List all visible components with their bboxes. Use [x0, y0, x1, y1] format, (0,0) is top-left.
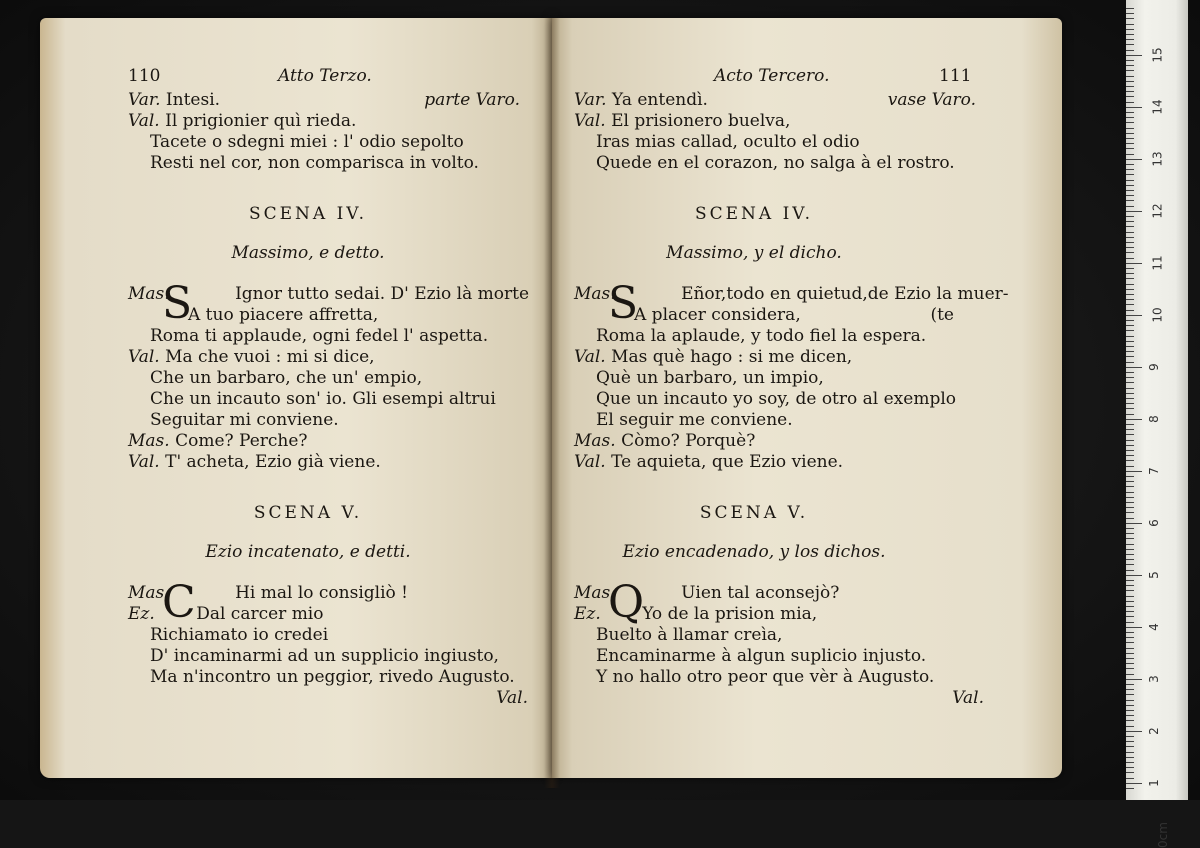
verse-line — [128, 326, 528, 347]
ruler-tick — [1126, 492, 1134, 493]
ruler-tick — [1126, 658, 1134, 659]
verse-text: Dal carcer mio — [196, 604, 324, 624]
speaker: Val. — [128, 452, 160, 472]
verse-line — [128, 410, 528, 431]
ruler-number: 2 — [1146, 727, 1161, 735]
ruler-tick — [1126, 315, 1142, 316]
ruler-tick — [1126, 642, 1134, 643]
ruler-tick — [1126, 195, 1134, 196]
verse-line — [128, 305, 528, 326]
ruler-tick — [1126, 741, 1134, 742]
ruler-tick — [1126, 772, 1134, 773]
verse-line — [574, 111, 984, 132]
verse-text: Che un barbaro, che un' empio, — [150, 368, 423, 388]
verse-line — [128, 604, 528, 625]
ruler-tick — [1126, 372, 1134, 373]
scene-heading: SCENA IV. — [248, 204, 368, 224]
ruler-tick — [1126, 55, 1142, 56]
speaker: Val. — [128, 111, 160, 131]
ruler-tick — [1126, 346, 1134, 347]
speaker: Var. — [128, 90, 161, 110]
ruler-tick — [1126, 554, 1134, 555]
speaker: Mas. — [128, 284, 170, 304]
verse-text: Ignor tutto sedai. D' Ezio là morte — [235, 284, 530, 304]
verse-line — [128, 431, 528, 452]
verse-text: Uien tal aconsejò? — [681, 583, 840, 603]
ruler-tick — [1126, 117, 1134, 118]
ruler-tick — [1126, 44, 1134, 45]
ruler-number: 10 — [1150, 307, 1165, 323]
scene-heading: SCENA V. — [253, 503, 363, 523]
ruler-tick — [1126, 148, 1134, 149]
ruler-tick — [1126, 627, 1142, 628]
measuring-ruler — [1126, 0, 1188, 848]
scene-persons: Ezio incatenato, e detti. — [205, 542, 411, 562]
ruler-tick — [1126, 736, 1134, 737]
verse-text: Iras mias callad, oculto el odio — [596, 132, 860, 152]
verse-line — [574, 410, 984, 431]
verse-text: Roma ti applaude, ogni fedel l' aspetta. — [150, 326, 489, 346]
ruler-tick — [1126, 720, 1134, 721]
ruler-tick — [1126, 757, 1134, 758]
ruler-tick — [1126, 356, 1134, 357]
ruler-tick — [1126, 112, 1134, 113]
ruler-tick — [1126, 351, 1134, 352]
ruler-tick — [1126, 70, 1134, 71]
verse-line — [574, 326, 984, 347]
ruler-tick — [1126, 226, 1134, 227]
verse-text: Resti nel cor, non comparisca in volto. — [150, 153, 479, 173]
verse-text: Il prigionier quì rieda. — [165, 111, 357, 131]
ruler-tick — [1126, 564, 1134, 565]
verse-line — [128, 452, 528, 473]
verse-text: Hi mal lo consigliò ! — [235, 583, 409, 603]
verse-line — [128, 368, 528, 389]
ruler-tick — [1126, 299, 1134, 300]
verse-line — [574, 132, 984, 153]
ruler-tick — [1126, 523, 1142, 524]
ruler-tick — [1126, 159, 1142, 160]
ruler-tick — [1126, 18, 1134, 19]
ruler-tick — [1126, 778, 1134, 779]
ruler-tick — [1126, 294, 1134, 295]
ruler-tick — [1126, 24, 1134, 25]
ruler-tick — [1126, 39, 1134, 40]
ruler-tick — [1126, 34, 1134, 35]
ruler-tick — [1126, 528, 1134, 529]
verse-text: Y no hallo otro peor que vèr à Augusto. — [596, 667, 935, 687]
ruler-tick — [1126, 424, 1134, 425]
ruler-tick — [1126, 512, 1134, 513]
ruler-tick — [1126, 263, 1142, 264]
ruler-tick — [1126, 242, 1134, 243]
verse-text: Tacete o sdegni miei : l' odio sepolto — [150, 132, 464, 152]
catchword: Val. — [496, 688, 528, 708]
ruler-tick — [1126, 388, 1134, 389]
ruler-tick — [1126, 559, 1134, 560]
ruler-tick — [1126, 133, 1134, 134]
ruler-tick — [1126, 180, 1134, 181]
ruler-tick — [1126, 154, 1134, 155]
ruler-tick — [1126, 96, 1134, 97]
verse-line — [574, 431, 984, 452]
ruler-tick — [1126, 336, 1134, 337]
verse-text: Come? Perche? — [175, 431, 308, 451]
ruler-tick — [1126, 143, 1134, 144]
speaker: Val. — [574, 347, 606, 367]
scene-persons: Massimo, e detto. — [231, 243, 385, 263]
verse-line — [128, 153, 528, 174]
ruler-tick — [1126, 138, 1134, 139]
ruler-number: 3 — [1146, 675, 1161, 683]
ruler-tick — [1126, 580, 1134, 581]
ruler-tick — [1126, 8, 1134, 9]
ruler-tick — [1126, 341, 1134, 342]
ruler-number: 14 — [1150, 99, 1165, 115]
ruler-tick — [1126, 455, 1134, 456]
scene-heading: SCENA IV. — [694, 204, 814, 224]
ruler-tick — [1126, 247, 1134, 248]
speaker: Var. — [574, 90, 607, 110]
verse-text: Què un barbaro, un impio, — [596, 368, 824, 388]
ruler-tick — [1126, 705, 1134, 706]
speaker: Val. — [574, 111, 606, 131]
ruler-tick — [1126, 91, 1134, 92]
ruler-tick — [1126, 367, 1142, 368]
verse-text: A placer considera, — [634, 305, 801, 325]
ruler-tick — [1126, 429, 1134, 430]
left-page — [40, 18, 552, 778]
scene-heading: SCENA V. — [699, 503, 809, 523]
ruler-number: 12 — [1150, 203, 1165, 219]
verse-text: T' acheta, Ezio già viene. — [165, 452, 381, 472]
speaker: Val. — [574, 452, 606, 472]
ruler-number: 6 — [1146, 519, 1161, 527]
left-page-text — [128, 66, 528, 709]
ruler-tick — [1126, 216, 1134, 217]
speaker: Ez. — [574, 604, 601, 624]
stage-direction: parte Varo. — [424, 90, 520, 110]
verse-line — [574, 667, 984, 688]
ruler-tick — [1126, 788, 1134, 789]
verse-text: Ma n'incontro un peggior, rivedo Augusto. — [150, 667, 515, 687]
verse-line — [574, 305, 984, 326]
ruler-tick — [1126, 206, 1134, 207]
ruler-tick — [1126, 632, 1134, 633]
ruler-tick — [1126, 221, 1134, 222]
ruler-tick — [1126, 13, 1134, 14]
ruler-tick — [1126, 310, 1134, 311]
ruler-tick — [1126, 653, 1134, 654]
ruler-tick — [1126, 330, 1134, 331]
ruler-tick — [1126, 237, 1134, 238]
ruler-tick — [1126, 382, 1134, 383]
ruler-tick — [1126, 460, 1134, 461]
verse-text: Te aquieta, que Ezio viene. — [611, 452, 844, 472]
ruler-tick — [1126, 533, 1134, 534]
ruler-tick — [1126, 450, 1134, 451]
ruler-tick — [1126, 65, 1134, 66]
ruler-number: 8 — [1146, 415, 1161, 423]
ruler-tick — [1126, 289, 1134, 290]
ruler-tick — [1126, 616, 1134, 617]
book-gutter — [544, 18, 560, 788]
turnover-word: (te — [930, 305, 954, 325]
ruler-tick — [1126, 268, 1134, 269]
ruler-tick — [1126, 731, 1142, 732]
ruler-tick — [1126, 601, 1134, 602]
ruler-tick — [1126, 481, 1134, 482]
drop-capital: S — [608, 278, 639, 329]
ruler-number: 13 — [1150, 151, 1165, 167]
speaker: Ez. — [128, 604, 155, 624]
verse-line — [574, 389, 984, 410]
ruler-tick — [1126, 694, 1134, 695]
verse-text: Còmo? Porquè? — [621, 431, 756, 451]
ruler-tick — [1126, 211, 1142, 212]
ruler-tick — [1126, 169, 1134, 170]
right-page-text — [574, 66, 1009, 709]
ruler-tick — [1126, 60, 1134, 61]
verse-text: D' incaminarmi ad un supplicio ingiusto, — [150, 646, 499, 666]
verse-line — [128, 347, 528, 368]
drop-capital: S — [162, 278, 193, 329]
ruler-tick — [1126, 689, 1134, 690]
verse-text: A tuo piacere affretta, — [188, 305, 379, 325]
verse-text: Che un incauto son' io. Gli esempi altrui — [150, 389, 496, 409]
ruler-tick — [1126, 304, 1134, 305]
ruler-tick — [1126, 549, 1134, 550]
ruler-number: 9 — [1146, 363, 1161, 371]
verse-line — [574, 452, 984, 473]
ruler-tick — [1126, 575, 1142, 576]
ruler-tick — [1126, 762, 1134, 763]
speaker: Mas. — [574, 583, 616, 603]
ruler-tick — [1126, 393, 1134, 394]
ruler-tick — [1126, 606, 1134, 607]
ruler-tick — [1126, 710, 1134, 711]
ruler-tick — [1126, 476, 1134, 477]
ruler-tick — [1126, 50, 1134, 51]
ruler-tick — [1126, 128, 1134, 129]
verse-line — [574, 604, 984, 625]
ruler-tick — [1126, 622, 1134, 623]
scene-persons: Ezio encadenado, y los dichos. — [622, 542, 886, 562]
ruler-tick — [1126, 502, 1134, 503]
verse-line — [128, 90, 528, 111]
ruler-tick — [1126, 414, 1134, 415]
verse-line — [574, 347, 984, 368]
ruler-tick — [1126, 273, 1134, 274]
speaker: Mas. — [128, 431, 170, 451]
ruler-tick — [1126, 76, 1134, 77]
verse-line — [128, 389, 528, 410]
ruler-tick — [1126, 258, 1134, 259]
verse-text: Seguitar mi conviene. — [150, 410, 339, 430]
ruler-tick — [1126, 507, 1134, 508]
ruler-tick — [1126, 544, 1134, 545]
ruler-number: 11 — [1150, 255, 1165, 271]
speaker: Val. — [128, 347, 160, 367]
ruler-tick — [1126, 419, 1142, 420]
ruler-tick — [1126, 102, 1134, 103]
ruler-number: 4 — [1146, 623, 1161, 631]
ruler-tick — [1126, 570, 1134, 571]
verse-text: Yo de la prision mia, — [642, 604, 818, 624]
left-running-head — [128, 66, 528, 90]
ruler-tick — [1126, 86, 1134, 87]
catchword: Val. — [952, 688, 984, 708]
ruler-tick — [1126, 408, 1134, 409]
verse-line — [574, 646, 984, 667]
verse-text: Eñor,todo en quietud,de Ezio la muer- — [681, 284, 1009, 304]
verse-line — [128, 111, 528, 132]
right-running-head — [574, 66, 984, 90]
ruler-tick — [1126, 596, 1134, 597]
ruler-tick — [1126, 29, 1134, 30]
ruler-tick — [1126, 700, 1134, 701]
ruler-tick — [1126, 122, 1134, 123]
ruler-tick — [1126, 377, 1134, 378]
ruler-tick — [1126, 466, 1134, 467]
verse-text: Que un incauto yo soy, de otro al exemplo — [596, 389, 957, 409]
ruler-tick — [1126, 538, 1134, 539]
verse-line — [574, 90, 984, 111]
ruler-tick — [1126, 403, 1134, 404]
ruler-tick — [1126, 471, 1142, 472]
ruler-tick — [1126, 715, 1134, 716]
ruler-tick — [1126, 611, 1134, 612]
ruler-tick — [1126, 663, 1134, 664]
verse-line — [128, 625, 528, 646]
verse-line — [128, 646, 528, 667]
ruler-tick — [1126, 585, 1134, 586]
ruler-tick — [1126, 684, 1134, 685]
ruler-tick — [1126, 362, 1134, 363]
drop-capital: Q — [608, 577, 645, 628]
ruler-tick — [1126, 164, 1134, 165]
verse-line — [128, 667, 528, 688]
ruler-tick — [1126, 174, 1134, 175]
page-number: 111 — [939, 66, 972, 86]
ruler-tick — [1126, 679, 1142, 680]
ruler-tick — [1126, 648, 1134, 649]
running-title: Acto Tercero. — [714, 66, 830, 86]
ruler-tick — [1126, 434, 1134, 435]
ruler-tick — [1126, 767, 1134, 768]
speaker: Mas. — [574, 431, 616, 451]
ruler-tick — [1126, 497, 1134, 498]
ruler-tick — [1126, 81, 1134, 82]
stage-direction: vase Varo. — [887, 90, 976, 110]
ruler-tick — [1126, 232, 1134, 233]
ruler-tick — [1126, 190, 1134, 191]
speaker: Mas. — [574, 284, 616, 304]
ruler-tick — [1126, 668, 1134, 669]
ruler-number: 15 — [1150, 47, 1165, 63]
ruler-tick — [1126, 674, 1134, 675]
ruler-tick — [1126, 637, 1134, 638]
verse-line — [574, 153, 984, 174]
ruler-tick — [1126, 278, 1134, 279]
ruler-number: 1 — [1146, 779, 1161, 787]
verse-line — [128, 132, 528, 153]
verse-text: El prisionero buelva, — [611, 111, 791, 131]
ruler-tick — [1126, 518, 1134, 519]
page-number: 110 — [128, 66, 161, 86]
ruler-tick — [1126, 185, 1134, 186]
right-page — [552, 18, 1062, 778]
ruler-number: 0cm — [1155, 822, 1170, 848]
ruler-tick — [1126, 284, 1134, 285]
ruler-tick — [1126, 752, 1134, 753]
verse-text: Quede en el corazon, no salga à el rostro. — [596, 153, 955, 173]
verse-text: Buelto à llamar creìa, — [596, 625, 783, 645]
verse-text: Ma che vuoi : mi si dice, — [165, 347, 375, 367]
verse-text: Mas què hago : si me dicen, — [611, 347, 853, 367]
verse-text: Ya entendì. — [611, 90, 708, 110]
ruler-tick — [1126, 398, 1134, 399]
ruler-number: 5 — [1146, 571, 1161, 579]
drop-capital: C — [162, 577, 196, 628]
verse-text: El seguir me conviene. — [596, 410, 793, 430]
ruler-tick — [1126, 107, 1142, 108]
ruler-tick — [1126, 325, 1134, 326]
ruler-tick — [1126, 252, 1134, 253]
verse-text: Roma la aplaude, y todo fiel la espera. — [596, 326, 927, 346]
ruler-number: 7 — [1146, 467, 1161, 475]
verse-text: Intesi. — [165, 90, 221, 110]
verse-text: Encaminarme à algun suplicio injusto. — [596, 646, 927, 666]
ruler-tick — [1126, 200, 1134, 201]
ruler-tick — [1126, 746, 1134, 747]
ruler-tick — [1126, 445, 1134, 446]
ruler-tick — [1126, 783, 1142, 784]
verse-text: Richiamato io credei — [150, 625, 329, 645]
ruler-tick — [1126, 320, 1134, 321]
scene-persons: Massimo, y el dicho. — [666, 243, 842, 263]
ruler-tick — [1126, 726, 1134, 727]
verse-line — [574, 368, 984, 389]
ruler-tick — [1126, 486, 1134, 487]
open-book — [40, 18, 1070, 788]
running-title: Atto Terzo. — [278, 66, 372, 86]
ruler-tick — [1126, 590, 1134, 591]
verse-line — [574, 625, 984, 646]
speaker: Mas. — [128, 583, 170, 603]
ruler-tick — [1126, 440, 1134, 441]
